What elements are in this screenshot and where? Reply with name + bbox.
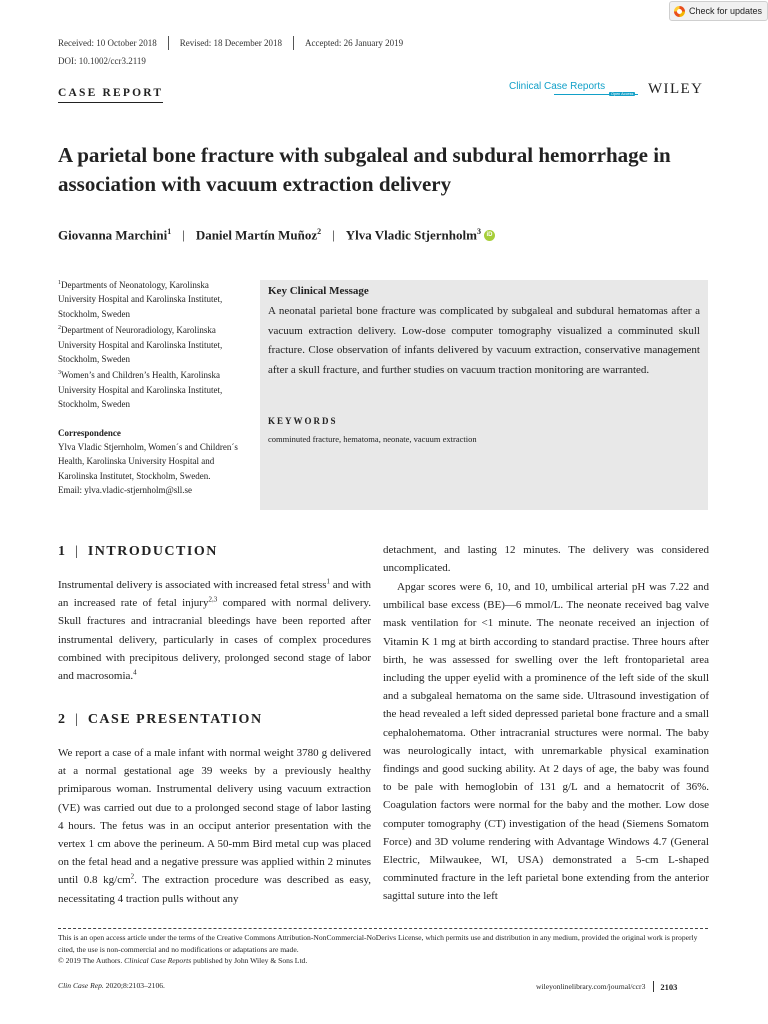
- affiliation: $^3$Women’s and Children’s Health, Karolinska University Hospital and Karolinska Institutet, Stockholm, Sweden: [58, 370, 223, 410]
- right-column-paragraph: detachment, and lasting 12 minutes. The delivery was considered uncomplicated.: [383, 544, 709, 575]
- received-date: Received: 10 October 2018: [58, 38, 157, 48]
- keywords-heading: KEYWORDS: [268, 416, 338, 426]
- check-for-updates-label: Check for updates: [689, 6, 763, 16]
- revised-date: Revised: 18 December 2018: [179, 38, 282, 48]
- publisher-logo[interactable]: WILEY: [648, 81, 704, 97]
- footer-divider: [58, 928, 708, 929]
- license-text: This is an open access article under the terms of the Creative Commons Attribution-NonCommercial-NoDerivs License, which permits use and distribution in any medium, provided the original work is properly cited, the use is non-commercial and no modifications or adaptations are made. © 2019 The Authors. Clinical Case Reports published by John Wiley & Sons Ltd.: [58, 933, 698, 965]
- section-heading-case-presentation: 2 | CASE PRESENTATION: [58, 712, 263, 727]
- check-for-updates-button[interactable]: [669, 1, 768, 21]
- affiliations: [58, 276, 248, 498]
- date-divider: [168, 36, 169, 50]
- page-number: 2103: [660, 981, 678, 992]
- accepted-date: Accepted: 26 January 2019: [304, 38, 404, 48]
- doi[interactable]: DOI: 10.1002/ccr3.2119: [58, 56, 146, 66]
- article-title: A parietal bone fracture with subgaleal and subdural hemorrhage in association with vacuum extraction delivery: [58, 143, 671, 196]
- correspondence-heading: Correspondence: [58, 427, 121, 438]
- footer-journal-info: [536, 981, 677, 992]
- key-message-heading: Key Clinical Message: [268, 285, 369, 297]
- citation: Clin Case Rep. 2020;8:2103–2106.: [58, 981, 165, 990]
- open-access-badge: Open Access: [611, 92, 634, 96]
- article-type: CASE REPORT: [58, 87, 163, 103]
- correspondence-email[interactable]: Email: ylva.vladic-stjernholm@sll.se: [58, 485, 193, 496]
- author-name[interactable]: Daniel Martín Muñoz$^2$: [195, 227, 322, 243]
- crossmark-icon: [674, 6, 685, 17]
- date-divider: [293, 36, 294, 50]
- section-heading-introduction: 1 | INTRODUCTION: [58, 544, 218, 559]
- keywords: comminuted fracture, hematoma, neonate, vacuum extraction: [268, 434, 477, 444]
- key-message-body: A neonatal parietal bone fracture was complicated by subgaleal and subdural hematomas after a vacuum extraction delivery. Low-dose computer tomography visualized a comminuted skull fracture. Close observation of infants delivered by vacuum extraction, conservative management after a skull fracture, and further studies on vacuum traction monitoring are warranted.: [268, 305, 700, 376]
- article-dates: [58, 36, 403, 50]
- introduction-paragraph: Instrumental delivery is associated with increased fetal stress$^1$ and with an increased rate of fetal injury$^{2,3}$ compared with normal delivery. Skull fractures and intracranial bleedings have been reported after instrumental delivery, particularly in cases of complex procedures combined with precipitous delivery, prolonged second stage of labor and macrosomia.$^4$: [58, 577, 372, 683]
- correspondence-text: Ylva Vladic Stjernholm, Women´s and Children´s Health, Karolinska University Hospital and Karolinska Institutet, Stockholm, Sweden.: [58, 442, 238, 481]
- affiliation: $^1$Departments of Neonatology, Karolinska University Hospital and Karolinska Institutet, Stockholm, Sweden: [58, 280, 223, 319]
- journal-url[interactable]: wileyonlinelibrary.com/journal/ccr3: [536, 982, 646, 991]
- author-list: Giovanna Marchini$^1$ | Daniel Martín Muñoz$^2$ | Ylva Vladic Stjernholm$^3$ iD: [58, 227, 495, 243]
- case-paragraph: We report a case of a male infant with normal weight 3780 g delivered at a normal gestational age 39 weeks by a previously healthy primiparous woman. Instrumental delivery using vacuum extraction (VE) was carried out due to a prolonged second stage of labor lasting 4 hours. The fetus was in an occiput anterior presentation with the vertex 1 cm above the perineum. A 50-mm Bird metal cup was placed on the fetal head and a negative pressure was applied within 2 minutes until 0.8 $kg/cm^2$. The extraction procedure was described as easy, necessitating 4 traction pulls without any: [58, 747, 371, 905]
- author-name[interactable]: Giovanna Marchini$^1$: [58, 227, 172, 243]
- orcid-icon[interactable]: iD: [484, 230, 495, 241]
- right-column-paragraph: Apgar scores were 6, 10, and 10, umbilical arterial pH was 7.22 and umbilical base excess (BE)—6 mmol/L. The neonate received bag valve mask ventilation for <1 minute. The neonate received an injection of Vitamin K 1 mg at birth according to standard practise. Three hours after birth, he was assessed for swelling over the left frontoparietal area including the upper eyelid with a prominence of the left side of the skull and a subgaleal hematoma on the same side. Ultrasound investigation of the head revealed a left sided depressed parietal bone fracture and a small cephalohematoma. Other intracranial structures were normal. The baby was neurologically intact, with unremarkable physical examination findings and good sucking ability. At 2 days of age, the baby was found to be pale with hemoglobin of 131 g/L and a hematocrit of 36%. Coagulation factors were normal for the baby and the mother. Low dose computer tomography (CT) investigation of the head (Siemens Somatom Force) and 3D volume rendering with Advantage Windows 4.7 (General Electric, Milwaukee, WI, USA) demonstrated a 5-cm L-shaped comminuted fracture in the left parietal bone extending from the anterior sagittal suture into the left: [383, 581, 709, 903]
- affiliation: $^2$Department of Neuroradiology, Karolinska University Hospital and Karolinska Institutet, Stockholm, Sweden: [58, 325, 223, 365]
- journal-logo[interactable]: Clinical Case Reports: [509, 81, 606, 92]
- author-name[interactable]: Ylva Vladic Stjernholm$^3$: [345, 227, 481, 243]
